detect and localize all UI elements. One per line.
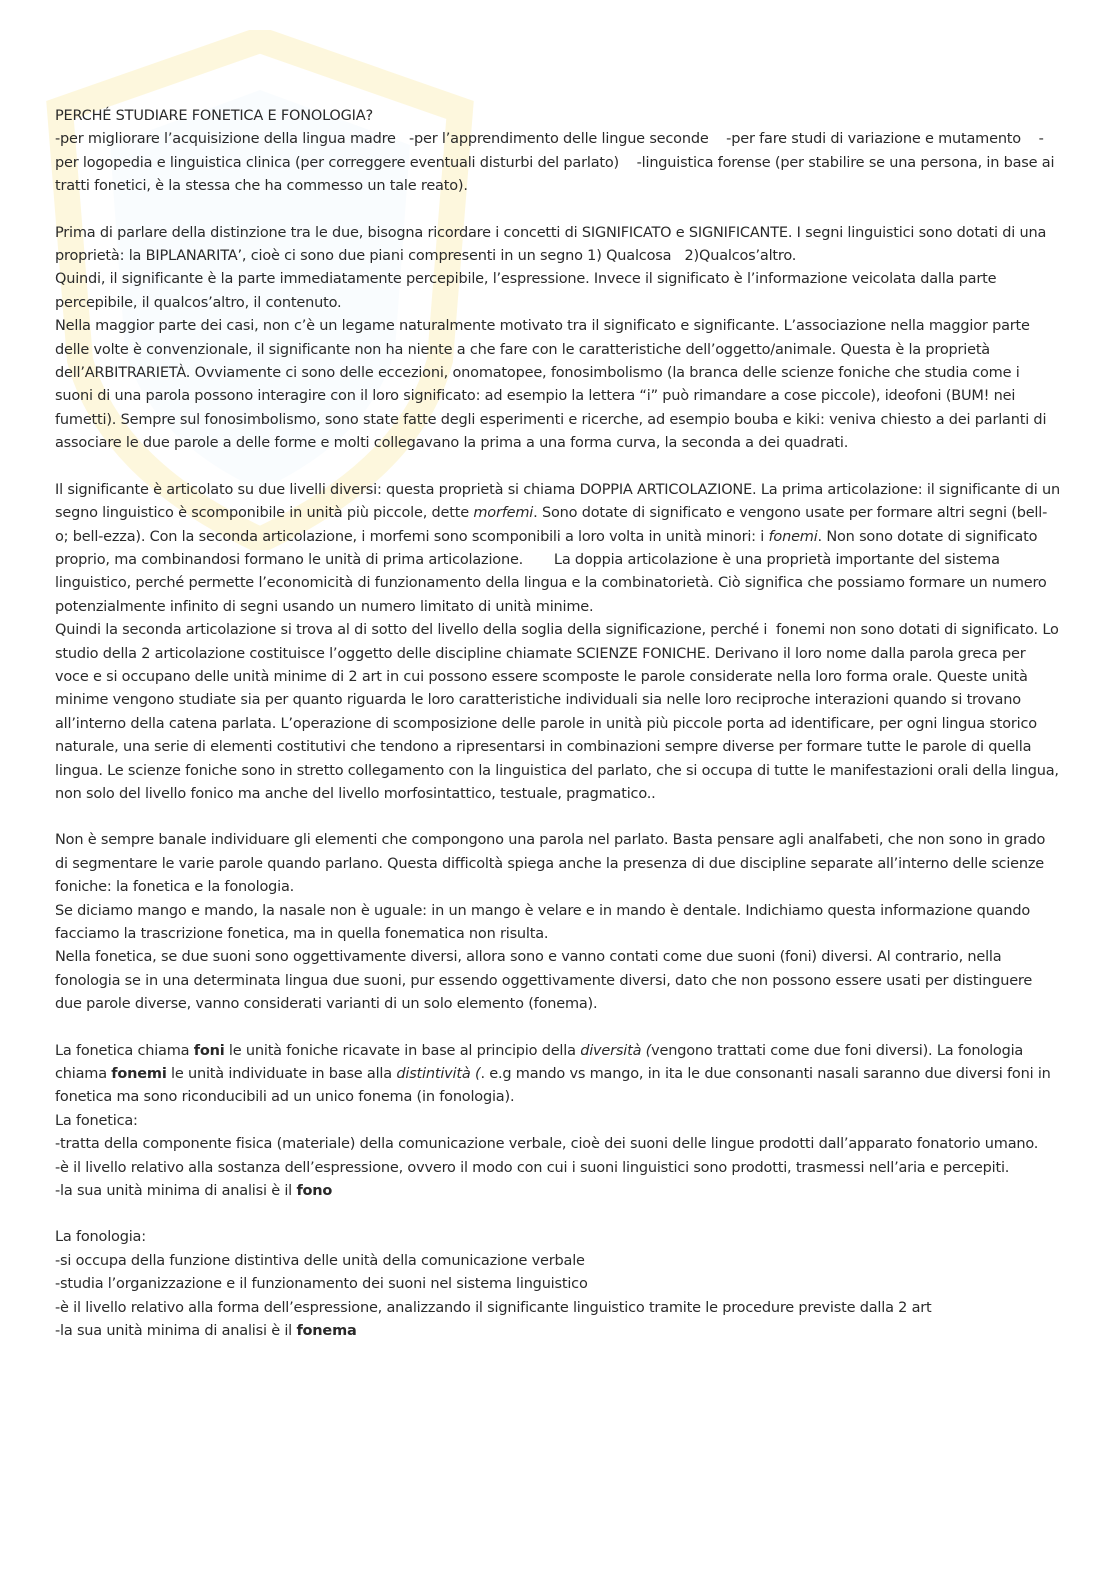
parlato-paragraph-3: Nella fonetica, se due suoni sono oggettivamente diversi, allora sono e vanno contati come due suoni (foni) diversi. Al contrario, nella fonologia se in una determinata lingua due suoni, pur essendo oggettivamente diversi, dato che non possono essere usati per distinguere due parole diverse, vanno considerati varianti di un solo elemento (fonema). bbox=[55, 949, 1037, 1013]
significato-paragraph-3: Nella maggior parte dei casi, non c’è un legame naturalmente motivato tra il significato e significante. L’associazione nella maggior parte delle volte è convenzionale, il significante non ha niente a che fare con le caratteristiche dell’oggetto/animale. Questa è la proprietà dell’ARBITRARIETÀ. Ovviamente ci sono delle eccezioni, onomatopee, fonosimbolismo (la branca delle scienze foniche che studia come i suoni di una parola possono interagire con il loro significato: ad esempio la lettera “i” può rimandare a cose piccole), ideofoni (BUM! nei fumetti). Sempre sul fonosimbolismo, sono state fatte degli esperimenti e ricerche, ad esempio bouba e kiki: veniva chiesto a dei parlanti di associare le due parole a delle forme e molti collegavano la prima a una forma curva, la seconda a dei quadrati. bbox=[55, 318, 1051, 452]
fonetica-title: La fonetica: bbox=[55, 1112, 138, 1129]
fonologia-unit: -la sua unità minima di analisi è il fonema bbox=[55, 1323, 357, 1340]
fonetica-item: -è il livello relativo alla sostanza dell’espressione, ovvero il modo con cui i suoni linguistici sono prodotti, trasmessi nell’aria e percepiti. bbox=[55, 1159, 1010, 1176]
fonologia-item: -si occupa della funzione distintiva delle unità della comunicazione verbale bbox=[55, 1252, 585, 1269]
document-body bbox=[55, 105, 1065, 1344]
term-fonemi: fonemi bbox=[768, 528, 818, 545]
fonologia-item: -è il livello relativo alla forma dell’espressione, analizzando il significante linguistico tramite le procedure previste dalla 2 art bbox=[55, 1299, 932, 1316]
term-distintivita: distintività ( bbox=[396, 1066, 481, 1083]
fonetica-item: -tratta della componente fisica (materiale) della comunicazione verbale, cioè dei suoni delle lingue prodotti dall’apparato fonatorio umano. bbox=[55, 1136, 1039, 1153]
term-fonema: fonema bbox=[296, 1323, 357, 1340]
significato-paragraph-1: Prima di parlare della distinzione tra le due, bisogna ricordare i concetti di SIGNIFICATO e SIGNIFICANTE. I segni linguistici sono dotati di una proprietà: la BIPLANARITA’, cioè ci sono due piani compresenti in un segno 1) Qualcosa 2)Qualcos’altro. bbox=[55, 224, 1051, 265]
term-fono: fono bbox=[296, 1183, 333, 1200]
significato-paragraph-2: Quindi, il significante è la parte immediatamente percepibile, l’espressione. Invece il significato è l’informazione veicolata dalla parte percepibile, il qualcos’altro, il contenuto. bbox=[55, 271, 1001, 311]
term-morfemi: morfemi bbox=[473, 505, 534, 522]
fonologia-item: -studia l’organizzazione e il funzionamento dei suoni nel sistema linguistico bbox=[55, 1276, 588, 1293]
term-foni: foni bbox=[193, 1042, 225, 1059]
term-diversita: diversità ( bbox=[580, 1042, 652, 1059]
fonologia-title: La fonologia: bbox=[55, 1229, 146, 1246]
page-title: PERCHÉ STUDIARE FONETICA E FONOLOGIA? bbox=[55, 108, 373, 124]
scienze-foniche-paragraph: Quindi la seconda articolazione si trova al di sotto del livello della soglia della significazione, perché i fonemi non sono dotati di significato. Lo studio della 2 articolazione costituisce l’oggetto delle discipline chiamate SCIENZE FONICHE. Derivano il loro nome dalla parola greca per voce e si occupano delle unità minime di 2 art in cui possono essere scomposte le parole considerate nella loro forma orale. Queste unità minime vengono studiate sia per quanto riguarda le loro caratteristiche individuali sia nelle loro reciproche interazioni quando si trovano all’interno della catena parlata. L’operazione di scomposizione delle parole in unità più piccole porta ad identificare, per ogni lingua storico naturale, una serie di elementi costitutivi che tendono a ripresentarsi in combinazioni sempre diverse per formare tutte le parole di quella lingua. Le scienze foniche sono in stretto collegamento con la linguistica del parlato, che si occupa di tutte le manifestazioni orali della lingua, non solo del livello fonico ma anche del livello morfosintattico, testuale, pragmatico.. bbox=[55, 622, 1064, 802]
intro-paragraph: -per migliorare l’acquisizione della lingua madre -per l’apprendimento delle lingue seconde -per fare studi di variazione e mutamento -per logopedia e linguistica clinica (per correggere eventuali disturbi del parlato) -linguistica forense (per stabilire se una persona, in base ai tratti fonetici, è la stessa che ha commesso un tale reato). bbox=[55, 131, 1059, 195]
foni-fonemi-paragraph: La fonetica chiama foni le unità foniche ricavate in base al principio della diversità (vengono trattati come due foni diversi). La fonologia chiama fonemi le unità individuate in base alla distintività (. e.g mando vs mango, in ita le due consonanti nasali saranno due diversi foni in fonetica ma sono riconducibili ad un unico fonema (in fonologia). bbox=[55, 1042, 1056, 1106]
parlato-paragraph-1: Non è sempre banale individuare gli elementi che compongono una parola nel parlato. Basta pensare agli analfabeti, che non sono in grado di segmentare le varie parole quando parlano. Questa difficoltà spiega anche la presenza di due discipline separate all’interno delle scienze foniche: la fonetica e la fonologia. bbox=[55, 832, 1050, 896]
articolazione-paragraph: Il significante è articolato su due livelli diversi: questa proprietà si chiama DOPPIA ARTICOLAZIONE. La prima articolazione: il significante di un segno linguistico è scomponibile in unità più piccole, dette morfemi. Sono dotate di significato e vengono usate per formare altri segni (bell-o; bell-ezza). Con la seconda articolazione, i morfemi sono scomponibili a loro volta in unità minori: i fonemi. Non sono dotate di significato proprio, ma combinandosi formano le unità di prima articolazione. La doppia articolazione è una proprietà importante del sistema linguistico, perché permette l’economicità di funzionamento della lingua e la combinatorietà. Ciò significa che possiamo formare un numero potenzialmente infinito di segni usando un numero limitato di unità minime. bbox=[55, 481, 1065, 615]
fonetica-unit: -la sua unità minima di analisi è il fono bbox=[55, 1183, 333, 1200]
parlato-paragraph-2: Se diciamo mango e mando, la nasale non è uguale: in un mango è velare e in mando è dentale. Indichiamo questa informazione quando facciamo la trascrizione fonetica, ma in quella fonematica non risulta. bbox=[55, 902, 1035, 942]
term-fonemi-bold: fonemi bbox=[111, 1066, 167, 1083]
